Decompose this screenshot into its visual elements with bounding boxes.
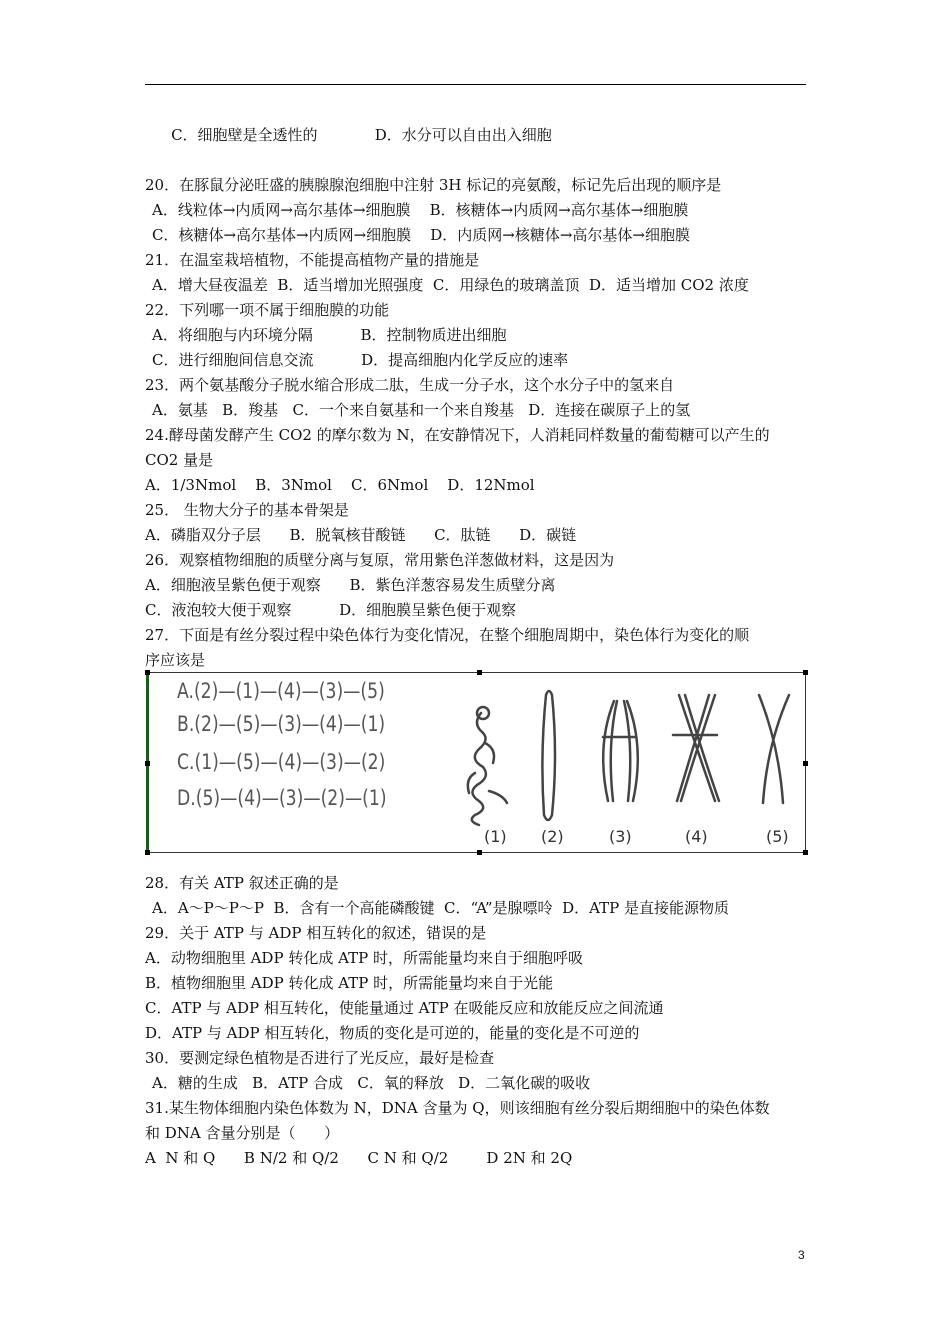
text-line: C．液泡较大便于观察 D．细胞膜呈紫色便于观察 xyxy=(145,601,517,619)
text-line: C．核糖体→高尔基体→内质网→细胞膜 D．内质网→核糖体→高尔基体→细胞膜 xyxy=(152,226,690,244)
text-line: C．进行细胞间信息交流 D．提高细胞内化学反应的速率 xyxy=(152,351,569,369)
figure-option-a: A.(2)—(1)—(4)—(3)—(5) xyxy=(177,679,385,703)
figure-caption-1: (1) xyxy=(484,827,507,846)
chromosome-5-drawing xyxy=(759,695,789,803)
text-line: 29．关于 ATP 与 ADP 相互转化的叙述，错误的是 xyxy=(145,924,487,942)
text-line: 26．观察植物细胞的质壁分离与复原，常用紫色洋葱做材料，这是因为 xyxy=(145,551,615,569)
text-line: 序应该是 xyxy=(145,651,206,669)
figure-option-d: D.(5)—(4)—(3)—(2)—(1) xyxy=(177,786,387,810)
text-line: A．将细胞与内环境分隔 B．控制物质进出细胞 xyxy=(152,326,507,344)
header-rule xyxy=(145,84,806,85)
chromosome-1-drawing xyxy=(468,713,507,825)
text-line: 23．两个氨基酸分子脱水缩合形成二肽，生成一分子水，这个水分子中的氢来自 xyxy=(145,376,675,394)
figure-caption-5: (5) xyxy=(766,827,789,846)
text-line: A．1/3Nmol B．3Nmol C．6Nmol D．12Nmol xyxy=(145,476,535,494)
text-line: 30．要测定绿色植物是否进行了光反应，最好是检查 xyxy=(145,1049,495,1067)
chromosome-2-drawing xyxy=(542,691,555,820)
text-line: CO2 量是 xyxy=(145,451,214,469)
text-line: A N 和 Q B N/2 和 Q/2 C N 和 Q/2 D 2N 和 2Q xyxy=(145,1149,573,1167)
text-line: A．A～P～P～P B．含有一个高能磷酸键 C．“A”是腺嘌呤 D．ATP 是直接能源物质 xyxy=(152,899,729,917)
text-line: 28．有关 ATP 叙述正确的是 xyxy=(145,874,339,892)
text-line: 25． 生物大分子的基本骨架是 xyxy=(145,501,349,519)
text-line: C．细胞壁是全透性的 D．水分可以自由出入细胞 xyxy=(152,126,552,144)
figure-option-b: B.(2)—(5)—(3)—(4)—(1) xyxy=(177,712,386,736)
text-line: A．细胞液呈紫色便于观察 B．紫色洋葱容易发生质壁分离 xyxy=(145,576,556,594)
figure-caption-3: (3) xyxy=(609,827,632,846)
chromosome-4-drawing xyxy=(673,695,719,801)
text-line: C．ATP 与 ADP 相互转化，使能量通过 ATP 在吸能反应和放能反应之间流通 xyxy=(145,999,664,1017)
text-line: 31.某生物体细胞内染色体数为 N，DNA 含量为 Q，则该细胞有丝分裂后期细胞中的染色体数 xyxy=(145,1099,770,1117)
text-line: D．ATP 与 ADP 相互转化，物质的变化是可逆的，能量的变化是不可逆的 xyxy=(145,1024,640,1042)
chromosome-figure xyxy=(146,672,806,853)
text-line: A．动物细胞里 ADP 转化成 ATP 时，所需能量均来自于细胞呼吸 xyxy=(145,949,583,967)
text-line: A．氨基 B．羧基 C．一个来自氨基和一个来自羧基 D．连接在碳原子上的氢 xyxy=(152,401,691,419)
text-line: B．植物细胞里 ADP 转化成 ATP 时，所需能量均来自于光能 xyxy=(145,974,554,992)
page-number: 3 xyxy=(798,1248,805,1262)
text-line: A．糖的生成 B．ATP 合成 C．氧的释放 D．二氧化碳的吸收 xyxy=(152,1074,591,1092)
text-line: 27．下面是有丝分裂过程中染色体行为变化情况，在整个细胞周期中，染色体行为变化的顺 xyxy=(145,626,750,644)
text-line: 21．在温室栽培植物，不能提高植物产量的措施是 xyxy=(145,251,480,269)
text-line: 20．在豚鼠分泌旺盛的胰腺腺泡细胞中注射 3H 标记的亮氨酸，标记先后出现的顺序是 xyxy=(145,176,722,194)
figure-option-c: C.(1)—(5)—(4)—(3)—(2) xyxy=(177,750,386,774)
chromosome-drawings xyxy=(149,673,806,852)
text-line: 24.酵母菌发酵产生 CO2 的摩尔数为 N，在安静情况下，人消耗同样数量的葡萄糖可以产生的 xyxy=(145,426,770,444)
text-line: A．增大昼夜温差 B．适当增加光照强度 C．用绿色的玻璃盖顶 D．适当增加 CO2 浓度 xyxy=(152,276,749,294)
text-line: A．线粒体→内质网→高尔基体→细胞膜 B．核糖体→内质网→高尔基体→细胞膜 xyxy=(152,201,689,219)
text-line: A．磷脂双分子层 B．脱氧核苷酸链 C．肽链 D．碳链 xyxy=(145,526,577,544)
text-line: 22．下列哪一项不属于细胞膜的功能 xyxy=(145,301,390,319)
figure-caption-2: (2) xyxy=(541,827,564,846)
chromosome-3-drawing xyxy=(603,701,638,801)
figure-caption-4: (4) xyxy=(685,827,708,846)
text-line: 和 DNA 含量分别是（ ） xyxy=(145,1124,340,1142)
